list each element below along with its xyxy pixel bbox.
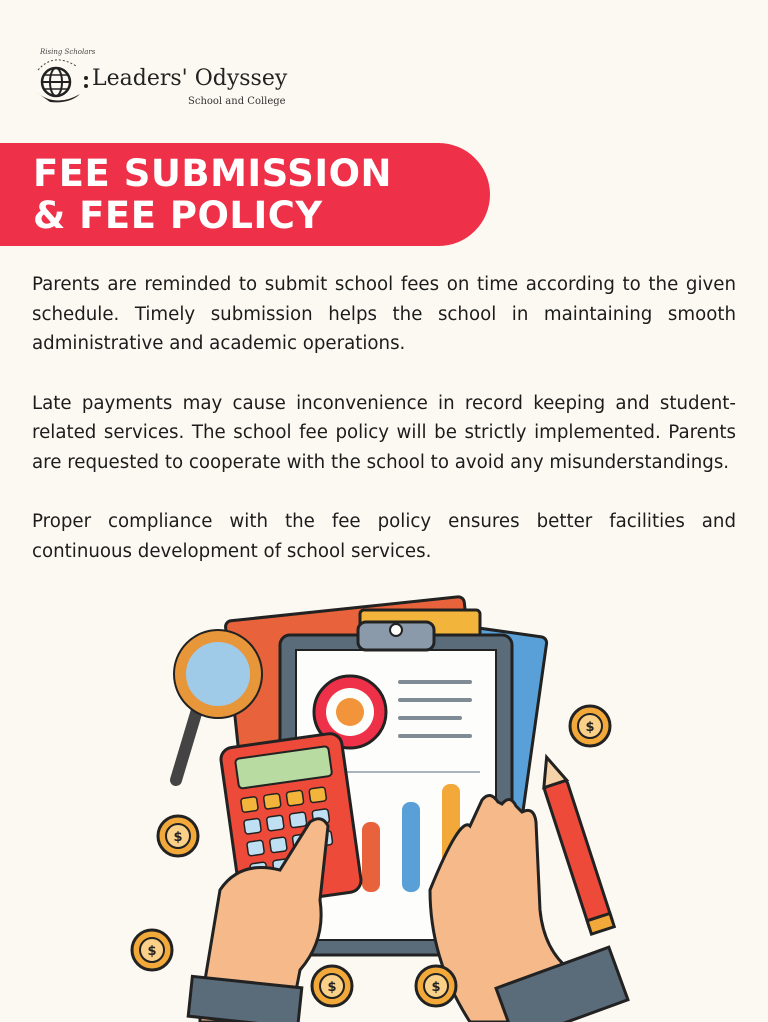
paragraph-1: Parents are reminded to submit school fees on time according to the given schedule. Timely submission helps the school in maintaining smooth administrative and academic operations. [32,274,736,354]
bar-red [362,822,380,892]
svg-text:$: $ [585,720,595,735]
pencil-icon [535,754,614,935]
bar-blue [402,802,420,892]
page-title [33,153,392,237]
title-line-1: FEE SUBMISSION [33,152,393,195]
title-banner [0,143,490,246]
school-subtitle: School and College [188,96,286,107]
globe-logo-icon [30,48,94,112]
paragraph-3: Proper compliance with the fee policy ensures better facilities and continuous development of school services. [32,511,736,562]
logo-arc-text: Rising Scholars [40,48,96,56]
svg-text:$: $ [147,944,157,959]
title-line-2: & FEE POLICY [33,194,323,237]
magnifier-icon [180,636,256,712]
svg-text:$: $ [327,980,337,995]
policy-text [32,270,736,596]
paragraph-2: Late payments may cause inconvenience in record keeping and student-related services. The school fee policy will be strictly implemented. Parents are requested to cooperate with the school to avoid any misunderstandings. [32,392,736,473]
fee-illustration [130,590,650,1022]
svg-text:$: $ [431,980,441,995]
svg-text:$: $ [173,830,183,845]
school-logo [30,48,290,118]
school-name: Leaders' Odyssey [92,66,288,91]
